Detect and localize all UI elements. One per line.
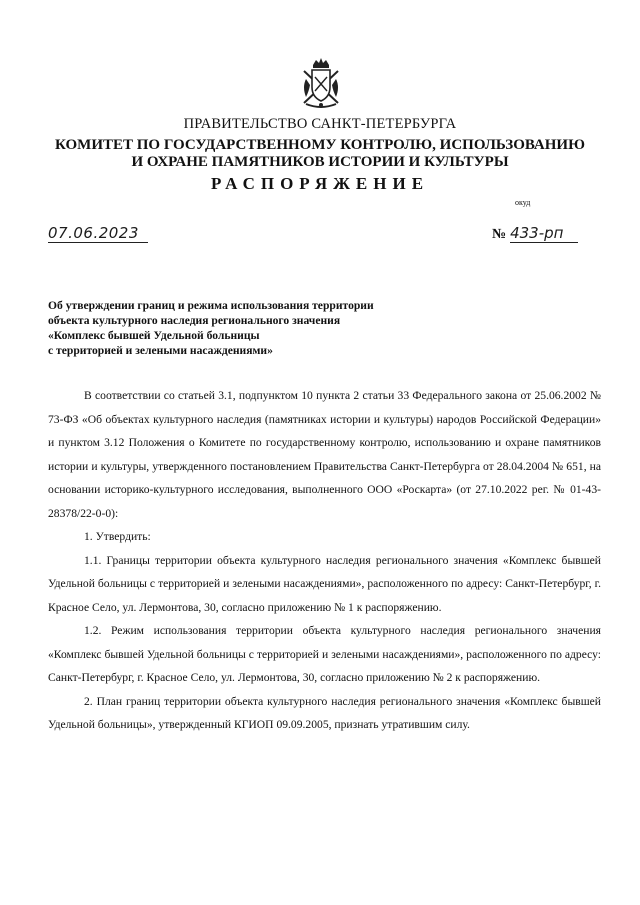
body-paragraph-item-1-2: 1.2. Режим использования территории объекта культурного наследия регионального значения «Комплекс бывшей Удельной больницы с территорией и зелеными насаждениями», расположенного по адресу: Санкт-Петербург, г. Красное Село, ул. Лермонтова, 30, согласно приложению № 2 к распоряжению. — [48, 624, 601, 684]
body-paragraph-item-1: 1. Утвердить: — [84, 530, 151, 543]
body-paragraph-preamble: В соответствии со статьей 3.1, подпунктом 10 пункта 2 статьи 33 Федерального закона от 25.06.2002 № 73-ФЗ «Об объектах культурного наследия (памятниках истории и культуры) народов Российской Федерации» и пунктом 3.12 Положения о Комитете по государственному контролю, использованию и охране памятников истории и культуры, утвержденного постановлением Правительства Санкт-Петербурга от 28.04.2004 № 651, на основании историко-культурного исследования, выполненного ООО «Роскарта» (от 27.10.2022 рег. № 01-43-28378/22-0-0): — [48, 389, 601, 520]
document-subject — [48, 298, 448, 358]
committee-name — [0, 137, 640, 171]
subject-line: «Комплекс бывшей Удельной больницы — [48, 329, 260, 342]
document-number: 433-рп — [510, 224, 578, 243]
body-paragraph-item-2: 2. План границ территории объекта культурного наследия регионального значения «Комплекс бывшей Удельной больницы», утвержденный КГИОП 09.09.2005, признать утратившим силу. — [48, 694, 601, 731]
subject-line: с территорией и зелеными насаждениями» — [48, 344, 273, 357]
number-sign: № — [492, 227, 507, 242]
document-title: РАСПОРЯЖЕНИЕ — [210, 174, 430, 193]
body-paragraph-item-1-1: 1.1. Границы территории объекта культурного наследия регионального значения «Комплекс бывшей Удельной больницы с территорией и зелеными насаждениями», расположенного по адресу: Санкт-Петербург, г. Красное Село, ул. Лермонтова, 30, согласно приложению № 1 к распоряжению. — [48, 553, 601, 614]
committee-line-1: КОМИТЕТ ПО ГОСУДАРСТВЕННОМУ КОНТРОЛЮ, ИСПОЛЬЗОВАНИЮ — [55, 137, 585, 153]
document-date: 07.06.2023 — [48, 224, 148, 243]
document-number-block — [492, 224, 592, 244]
coat-of-arms-icon — [300, 57, 342, 111]
subject-line: Об утверждении границ и режима использования территории — [48, 299, 374, 312]
document-body — [48, 384, 601, 737]
government-name: ПРАВИТЕЛЬСТВО САНКТ-ПЕТЕРБУРГА — [183, 116, 457, 132]
okud-label: окуд — [515, 198, 531, 207]
subject-line: объекта культурного наследия регионального значения — [48, 314, 341, 327]
committee-line-2: И ОХРАНЕ ПАМЯТНИКОВ ИСТОРИИ И КУЛЬТУРЫ — [131, 154, 509, 170]
